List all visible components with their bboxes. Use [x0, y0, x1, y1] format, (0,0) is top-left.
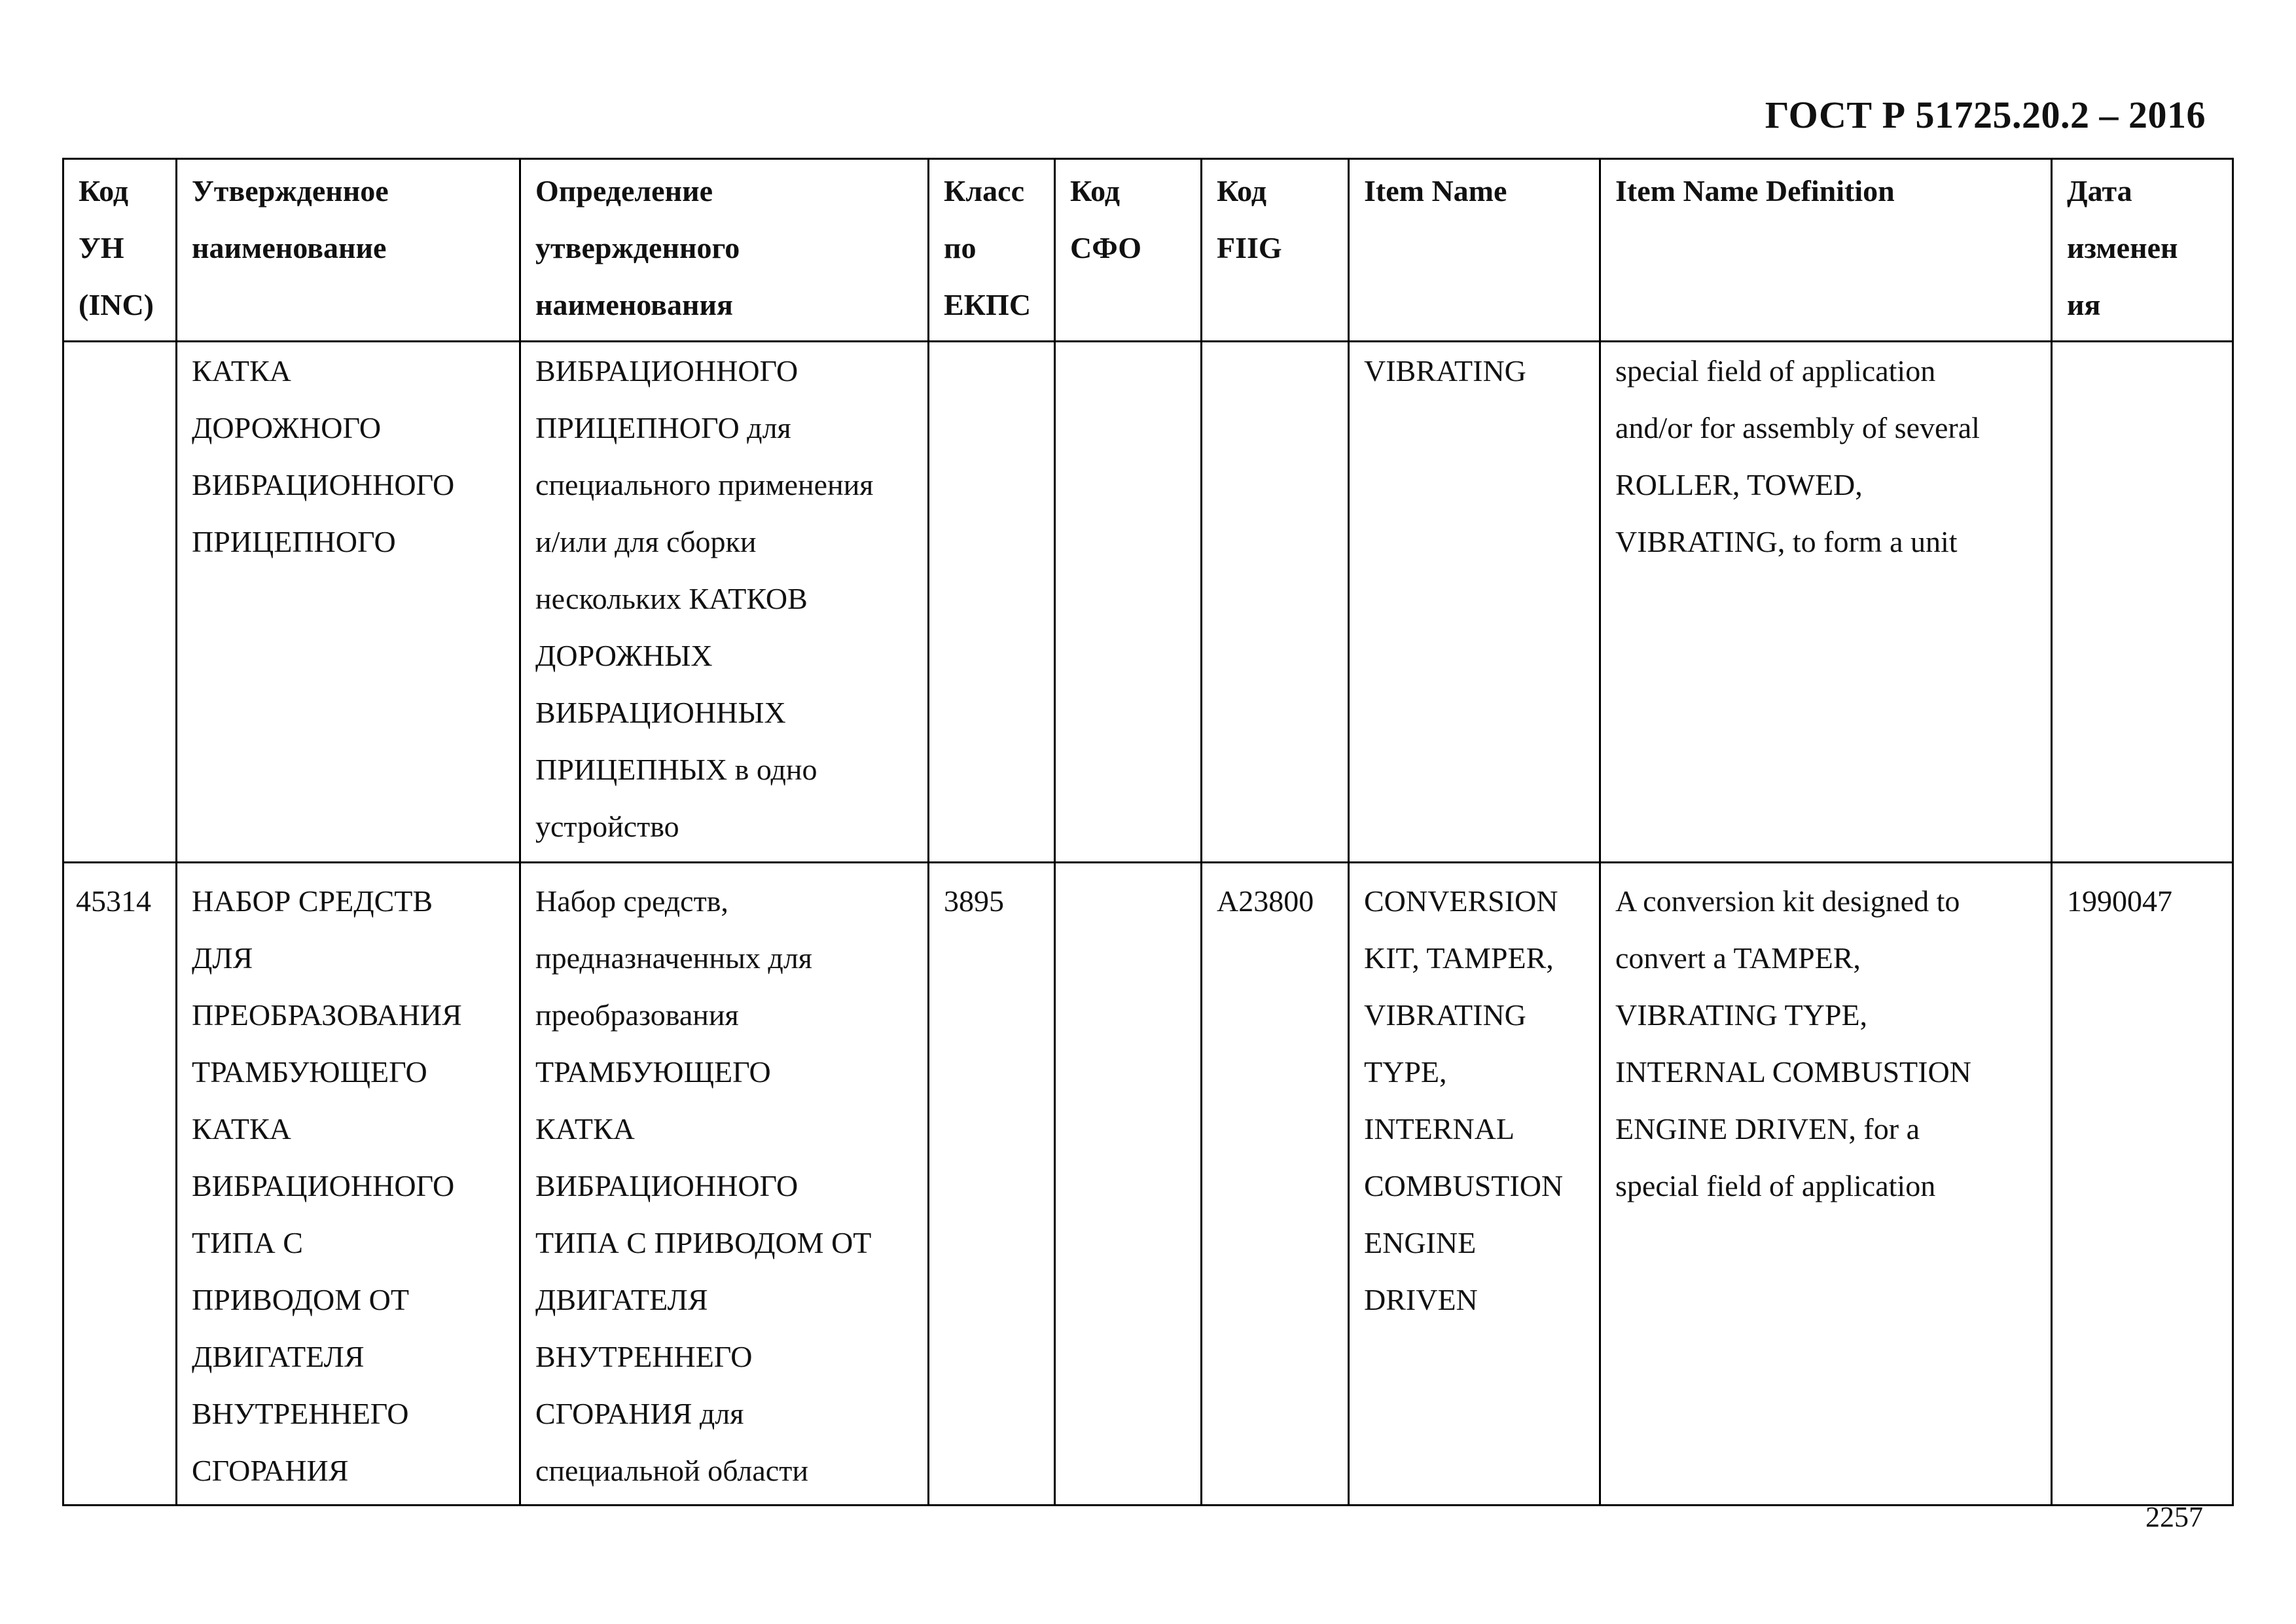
page-number: 2257 [2145, 1501, 2203, 1533]
column-header-item-name: Item Name [1349, 159, 1600, 342]
column-header-definition: Определение утвержденного наименования [520, 159, 929, 342]
cell-inc: 45314 [63, 863, 177, 1506]
document-title: ГОСТ Р 51725.20.2 – 2016 [1765, 94, 2206, 136]
cell-ekps-class [929, 342, 1055, 863]
cell-approved-name: КАТКА ДОРОЖНОГО ВИБРАЦИОННОГО ПРИЦЕПНОГО [177, 342, 520, 863]
column-header-fiig-code: Код FIIG [1202, 159, 1349, 342]
table-row [63, 863, 2233, 1506]
cell-change-date: 1990047 [2052, 863, 2233, 1506]
cell-item-name: CONVERSION KIT, TAMPER, VIBRATING TYPE, INTERNAL COMBUSTION ENGINE DRIVEN [1349, 863, 1600, 1506]
cell-inc [63, 342, 177, 863]
classification-table [62, 158, 2234, 1506]
column-header-item-name-definition: Item Name Definition [1600, 159, 2052, 342]
cell-ekps-class: 3895 [929, 863, 1055, 1506]
column-header-inc: Код УН (INC) [63, 159, 177, 342]
cell-item-name-definition: special field of application and/or for assembly of several ROLLER, TOWED, VIBRATING, to form a unit [1600, 342, 2052, 863]
cell-item-name: VIBRATING [1349, 342, 1600, 863]
column-header-approved-name: Утвержденное наименование [177, 159, 520, 342]
table-header-row [63, 159, 2233, 342]
column-header-sfo-code: Код СФО [1055, 159, 1202, 342]
cell-change-date [2052, 342, 2233, 863]
cell-definition: Набор средств, предназначенных для преобразования ТРАМБУЮЩЕГО КАТКА ВИБРАЦИОННОГО ТИПА С ПРИВОДОМ ОТ ДВИГАТЕЛЯ ВНУТРЕННЕГО СГОРАНИЯ для специальной области [520, 863, 929, 1506]
cell-sfo-code [1055, 863, 1202, 1506]
cell-item-name-definition: A conversion kit designed to convert a TAMPER, VIBRATING TYPE, INTERNAL COMBUSTION ENGINE DRIVEN, for a special field of application [1600, 863, 2052, 1506]
cell-sfo-code [1055, 342, 1202, 863]
column-header-ekps-class: Класс по ЕКПС [929, 159, 1055, 342]
cell-fiig-code: A23800 [1202, 863, 1349, 1506]
cell-fiig-code [1202, 342, 1349, 863]
column-header-change-date: Дата изменен ия [2052, 159, 2233, 342]
table-row [63, 342, 2233, 863]
cell-definition: ВИБРАЦИОННОГО ПРИЦЕПНОГО для специального применения и/или для сборки нескольких КАТКОВ ДОРОЖНЫХ ВИБРАЦИОННЫХ ПРИЦЕПНЫХ в одно устройство [520, 342, 929, 863]
cell-approved-name: НАБОР СРЕДСТВ ДЛЯ ПРЕОБРАЗОВАНИЯ ТРАМБУЮЩЕГО КАТКА ВИБРАЦИОННОГО ТИПА С ПРИВОДОМ ОТ ДВИГАТЕЛЯ ВНУТРЕННЕГО СГОРАНИЯ [177, 863, 520, 1506]
